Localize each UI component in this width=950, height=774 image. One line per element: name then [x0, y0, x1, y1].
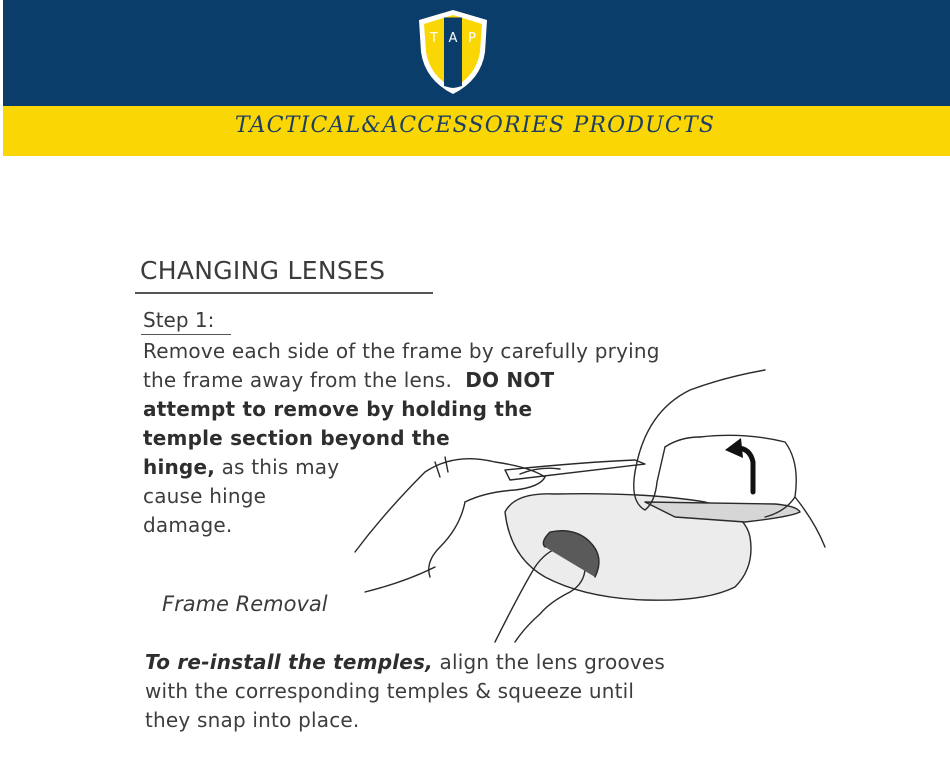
- logo-letter-p: P: [468, 31, 476, 46]
- instruction-text: the frame away from the lens.: [143, 368, 453, 392]
- reinstall-line: with the corresponding temples & squeeze until: [145, 679, 635, 703]
- warning-text: hinge,: [143, 455, 216, 479]
- logo-letter-a: A: [448, 31, 458, 46]
- step-heading: Step 1:: [143, 308, 215, 332]
- logo-letter-t: T: [430, 31, 438, 46]
- warning-text: attempt to remove by holding the: [143, 397, 533, 421]
- reinstall-line: they snap into place.: [145, 708, 360, 732]
- reinstall-paragraph: [145, 648, 665, 735]
- tap-shield-logo: [417, 8, 489, 96]
- instruction-text: as this may: [221, 455, 340, 479]
- section-title: CHANGING LENSES: [140, 256, 386, 285]
- reinstall-line: [145, 648, 665, 677]
- warning-text: temple section beyond the: [143, 426, 450, 450]
- instruction-line: [143, 453, 339, 482]
- title-underline: [135, 292, 433, 294]
- reinstall-lead: To re-install the temples,: [145, 650, 433, 674]
- warning-text: DO NOT: [465, 368, 555, 392]
- figure-caption: Frame Removal: [162, 592, 328, 616]
- instruction-line: damage.: [143, 513, 233, 537]
- instruction-line: cause hinge: [143, 484, 267, 508]
- hands-removing-frame-icon: [345, 352, 845, 652]
- instruction-line: Remove each side of the frame by carefully prying: [143, 339, 660, 363]
- reinstall-text: align the lens grooves: [439, 650, 666, 674]
- brand-tagline: TACTICAL&ACCESSORIES PRODUCTS: [234, 113, 716, 138]
- step-underline: [141, 334, 231, 335]
